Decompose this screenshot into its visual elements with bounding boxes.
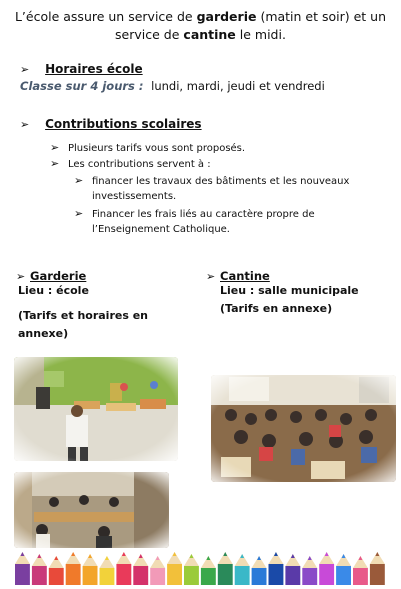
intro-garderie: garderie <box>196 9 257 24</box>
horaires-title: Horaires école <box>45 62 143 76</box>
pencil-lead <box>37 554 41 558</box>
contributions-title: Contributions scolaires <box>45 117 202 131</box>
garderie-tarifs-cont: annexe) <box>18 327 69 340</box>
pencil-body <box>184 566 199 585</box>
horaires-line <box>20 79 325 93</box>
pencil-body <box>235 566 250 585</box>
pencil-body <box>285 566 300 585</box>
garderie-lieu: Lieu : école <box>18 284 89 297</box>
intro-text: L’école assure un service de <box>14 9 197 24</box>
pencil-lead <box>20 552 24 556</box>
pencil-lead <box>257 556 261 560</box>
pencil-lead <box>189 554 193 558</box>
contribution-sub-2-cont: l’Enseignement Catholique. <box>92 224 230 235</box>
pencil-body <box>336 566 351 585</box>
pencil-body <box>218 564 233 585</box>
contribution-sub-1 <box>74 173 349 190</box>
pencil-body <box>15 564 30 585</box>
pencil-body <box>83 566 98 585</box>
pencil-lead <box>173 552 177 556</box>
intro-text-3: le midi. <box>235 27 286 42</box>
pencil-body <box>133 566 148 585</box>
pencil-body <box>100 568 115 585</box>
pencil-lead <box>308 556 312 560</box>
sub-text: Financer les frais liés au caractère propre de <box>92 209 315 220</box>
pencil-body <box>252 568 267 585</box>
pencil-body <box>353 568 368 585</box>
pencil-lead <box>325 552 329 556</box>
contribution-item-2 <box>50 156 211 173</box>
pencil-lead <box>274 552 278 556</box>
pencil-lead <box>105 556 109 560</box>
garderie-room-photo <box>14 357 178 461</box>
pencil-body <box>302 568 317 585</box>
pencil-lead <box>71 552 75 556</box>
pencil-lead <box>206 556 210 560</box>
cantine-lieu: Lieu : salle municipale <box>220 284 359 297</box>
garderie-title: Garderie <box>30 269 87 283</box>
pencil-lead <box>342 554 346 558</box>
item-text: Plusieurs tarifs vous sont proposés. <box>68 143 246 154</box>
pencil-body <box>116 564 131 585</box>
intro-paragraph <box>10 8 391 44</box>
garderie-tables-photo <box>14 472 169 548</box>
cantine-tarifs: (Tarifs en annexe) <box>220 302 333 315</box>
colored-pencils-decoration <box>14 552 386 585</box>
pencil-lead <box>291 554 295 558</box>
pencil-lead <box>139 554 143 558</box>
cantine-title: Cantine <box>220 269 270 283</box>
pencil-lead <box>88 554 92 558</box>
cantine-photo <box>211 375 396 482</box>
contribution-sub-1-cont: investissements. <box>92 191 177 202</box>
arrow-bullet-icon: ➢ <box>74 174 84 187</box>
sub-text: financer les travaux des bâtiments et les nouveaux <box>92 176 350 187</box>
arrow-bullet-icon: ➢ <box>20 63 30 76</box>
pencil-lead <box>223 552 227 556</box>
pencil-body <box>269 564 284 585</box>
pencil-lead <box>375 552 379 556</box>
pencil-lead <box>156 556 160 560</box>
pencil-body <box>66 564 81 585</box>
pencil-lead <box>240 554 244 558</box>
pencil-body <box>167 564 182 585</box>
intro-cantine: cantine <box>183 27 236 42</box>
pencil-lead <box>54 556 58 560</box>
pencil-lead <box>122 552 126 556</box>
pencil-body <box>49 568 64 585</box>
pencil-lead <box>358 556 362 560</box>
arrow-bullet-icon: ➢ <box>50 141 60 154</box>
pencil-body <box>32 566 47 585</box>
arrow-bullet-icon: ➢ <box>20 118 30 131</box>
item-text: Les contributions servent à : <box>68 159 211 170</box>
pencil-body <box>370 564 385 585</box>
pencil-body <box>150 568 165 585</box>
class-label: Classe sur 4 jours : <box>20 79 144 93</box>
class-days: lundi, mardi, jeudi et vendredi <box>151 79 325 93</box>
contributions-heading <box>20 113 202 132</box>
contribution-item-1 <box>50 140 245 157</box>
arrow-bullet-icon: ➢ <box>16 270 26 283</box>
garderie-tarifs: (Tarifs et horaires en <box>18 309 149 322</box>
contribution-sub-2 <box>74 206 315 223</box>
arrow-bullet-icon: ➢ <box>50 157 60 170</box>
pencil-body <box>201 568 216 585</box>
horaires-heading <box>20 58 143 77</box>
arrow-bullet-icon: ➢ <box>206 270 216 283</box>
arrow-bullet-icon: ➢ <box>74 207 84 220</box>
intro-text-2: (matin et soir) et un service de <box>115 9 387 42</box>
pencil-body <box>319 564 334 585</box>
